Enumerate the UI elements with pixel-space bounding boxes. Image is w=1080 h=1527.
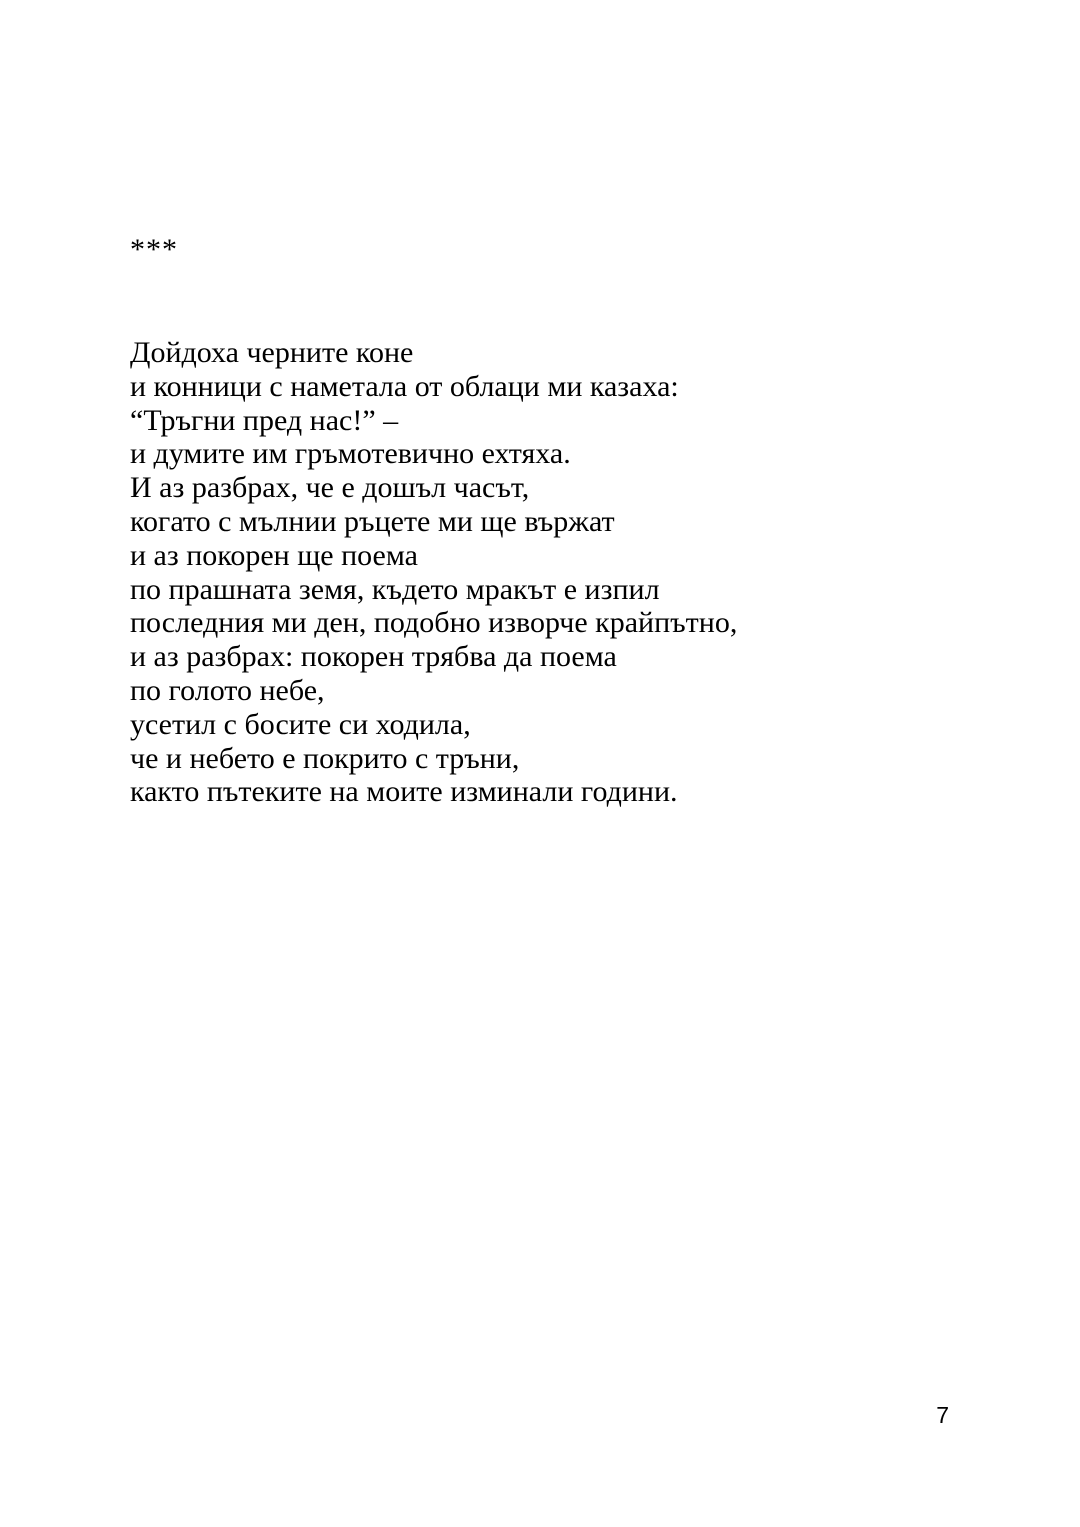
poem-line: И аз разбрах, че е дошъл часът, [130,471,530,505]
poem-line: усетил с босите си ходила, [130,707,471,741]
poem-line: че и небето е покрито с тръни, [130,741,520,775]
poem-line: и думите им гръмотевично ехтяха. [130,437,571,471]
poem-line: и аз разбрах: покорен трябва да поема [130,640,617,674]
poem-line: когато с мълнии ръцете ми ще вържат [130,504,615,538]
poem-line: по голото небе, [130,673,325,707]
poem-body [130,336,930,809]
poem-line: и аз покорен ще поема [130,538,418,572]
poem-line: по прашната земя, където мракът е изпил [130,572,660,606]
poem-line: последния ми ден, подобно изворче крайпътно, [130,606,738,640]
poem-line: “Тръгни пред нас!” – [130,403,399,437]
section-marker: *** [130,233,178,266]
page-number: 7 [936,1402,949,1428]
poem-line: и конници с наметала от облаци ми казаха: [130,369,679,403]
poem-line: Дойдоха черните коне [130,336,414,369]
poem-line: както пътеките на моите изминали години. [130,775,678,809]
